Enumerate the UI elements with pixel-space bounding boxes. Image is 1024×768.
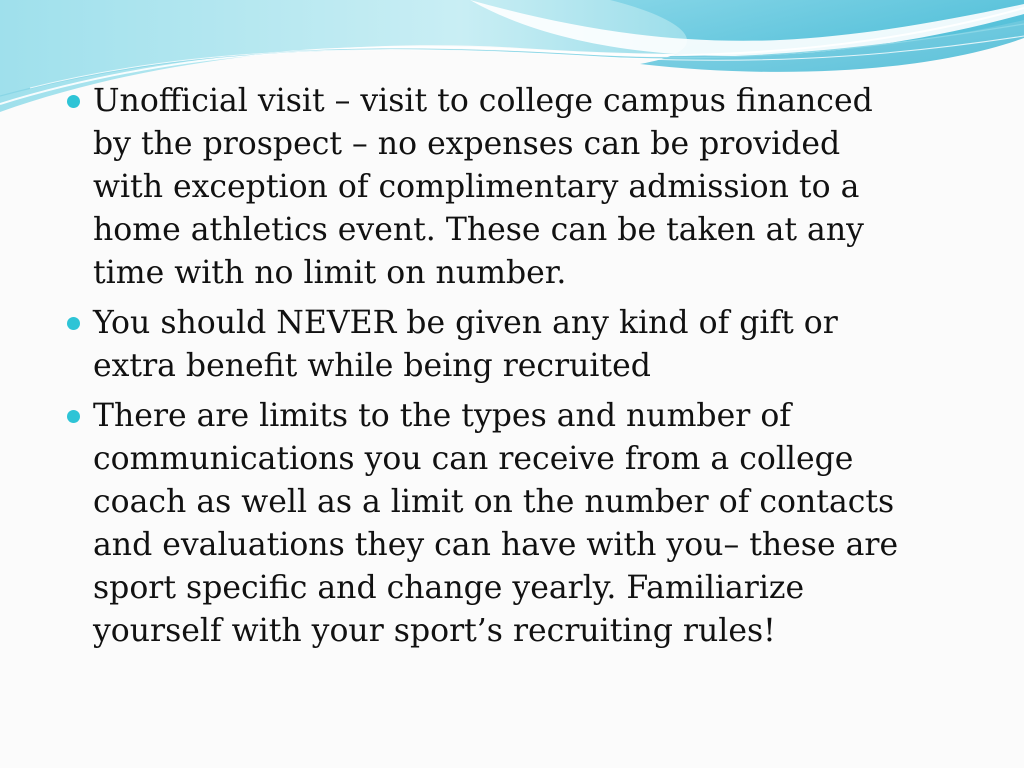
bullet-item-communication-limits (62, 395, 962, 653)
bullet-line: communications you can receive from a college (93, 441, 854, 477)
bullet-dot-icon (67, 95, 80, 108)
bullet-line: You should NEVER be given any kind of gift or (93, 305, 838, 341)
bullet-line: with exception of complimentary admission to a (93, 169, 860, 205)
bullet-line: Unofficial visit – visit to college campus financed (93, 83, 873, 119)
bullet-line: coach as well as a limit on the number of contacts (93, 484, 895, 520)
bullet-item-no-gifts (62, 302, 962, 388)
bullet-dot-icon (67, 410, 80, 423)
bullet-line: and evaluations they can have with you– these are (93, 527, 899, 563)
bullet-line: by the prospect – no expenses can be provided (93, 126, 841, 162)
bullet-line: sport specific and change yearly. Familiarize (93, 570, 805, 606)
bullet-line: There are limits to the types and number of (93, 398, 791, 434)
bullet-item-unofficial-visit (62, 80, 962, 295)
bullet-line: extra benefit while being recruited (93, 348, 651, 384)
slide-content (62, 80, 962, 660)
bullet-line: time with no limit on number. (93, 255, 567, 291)
bullet-line: yourself with your sport’s recruiting rules! (93, 613, 776, 649)
bullet-dot-icon (67, 317, 80, 330)
bullet-line: home athletics event. These can be taken at any (93, 212, 864, 248)
bullet-list (62, 80, 962, 653)
